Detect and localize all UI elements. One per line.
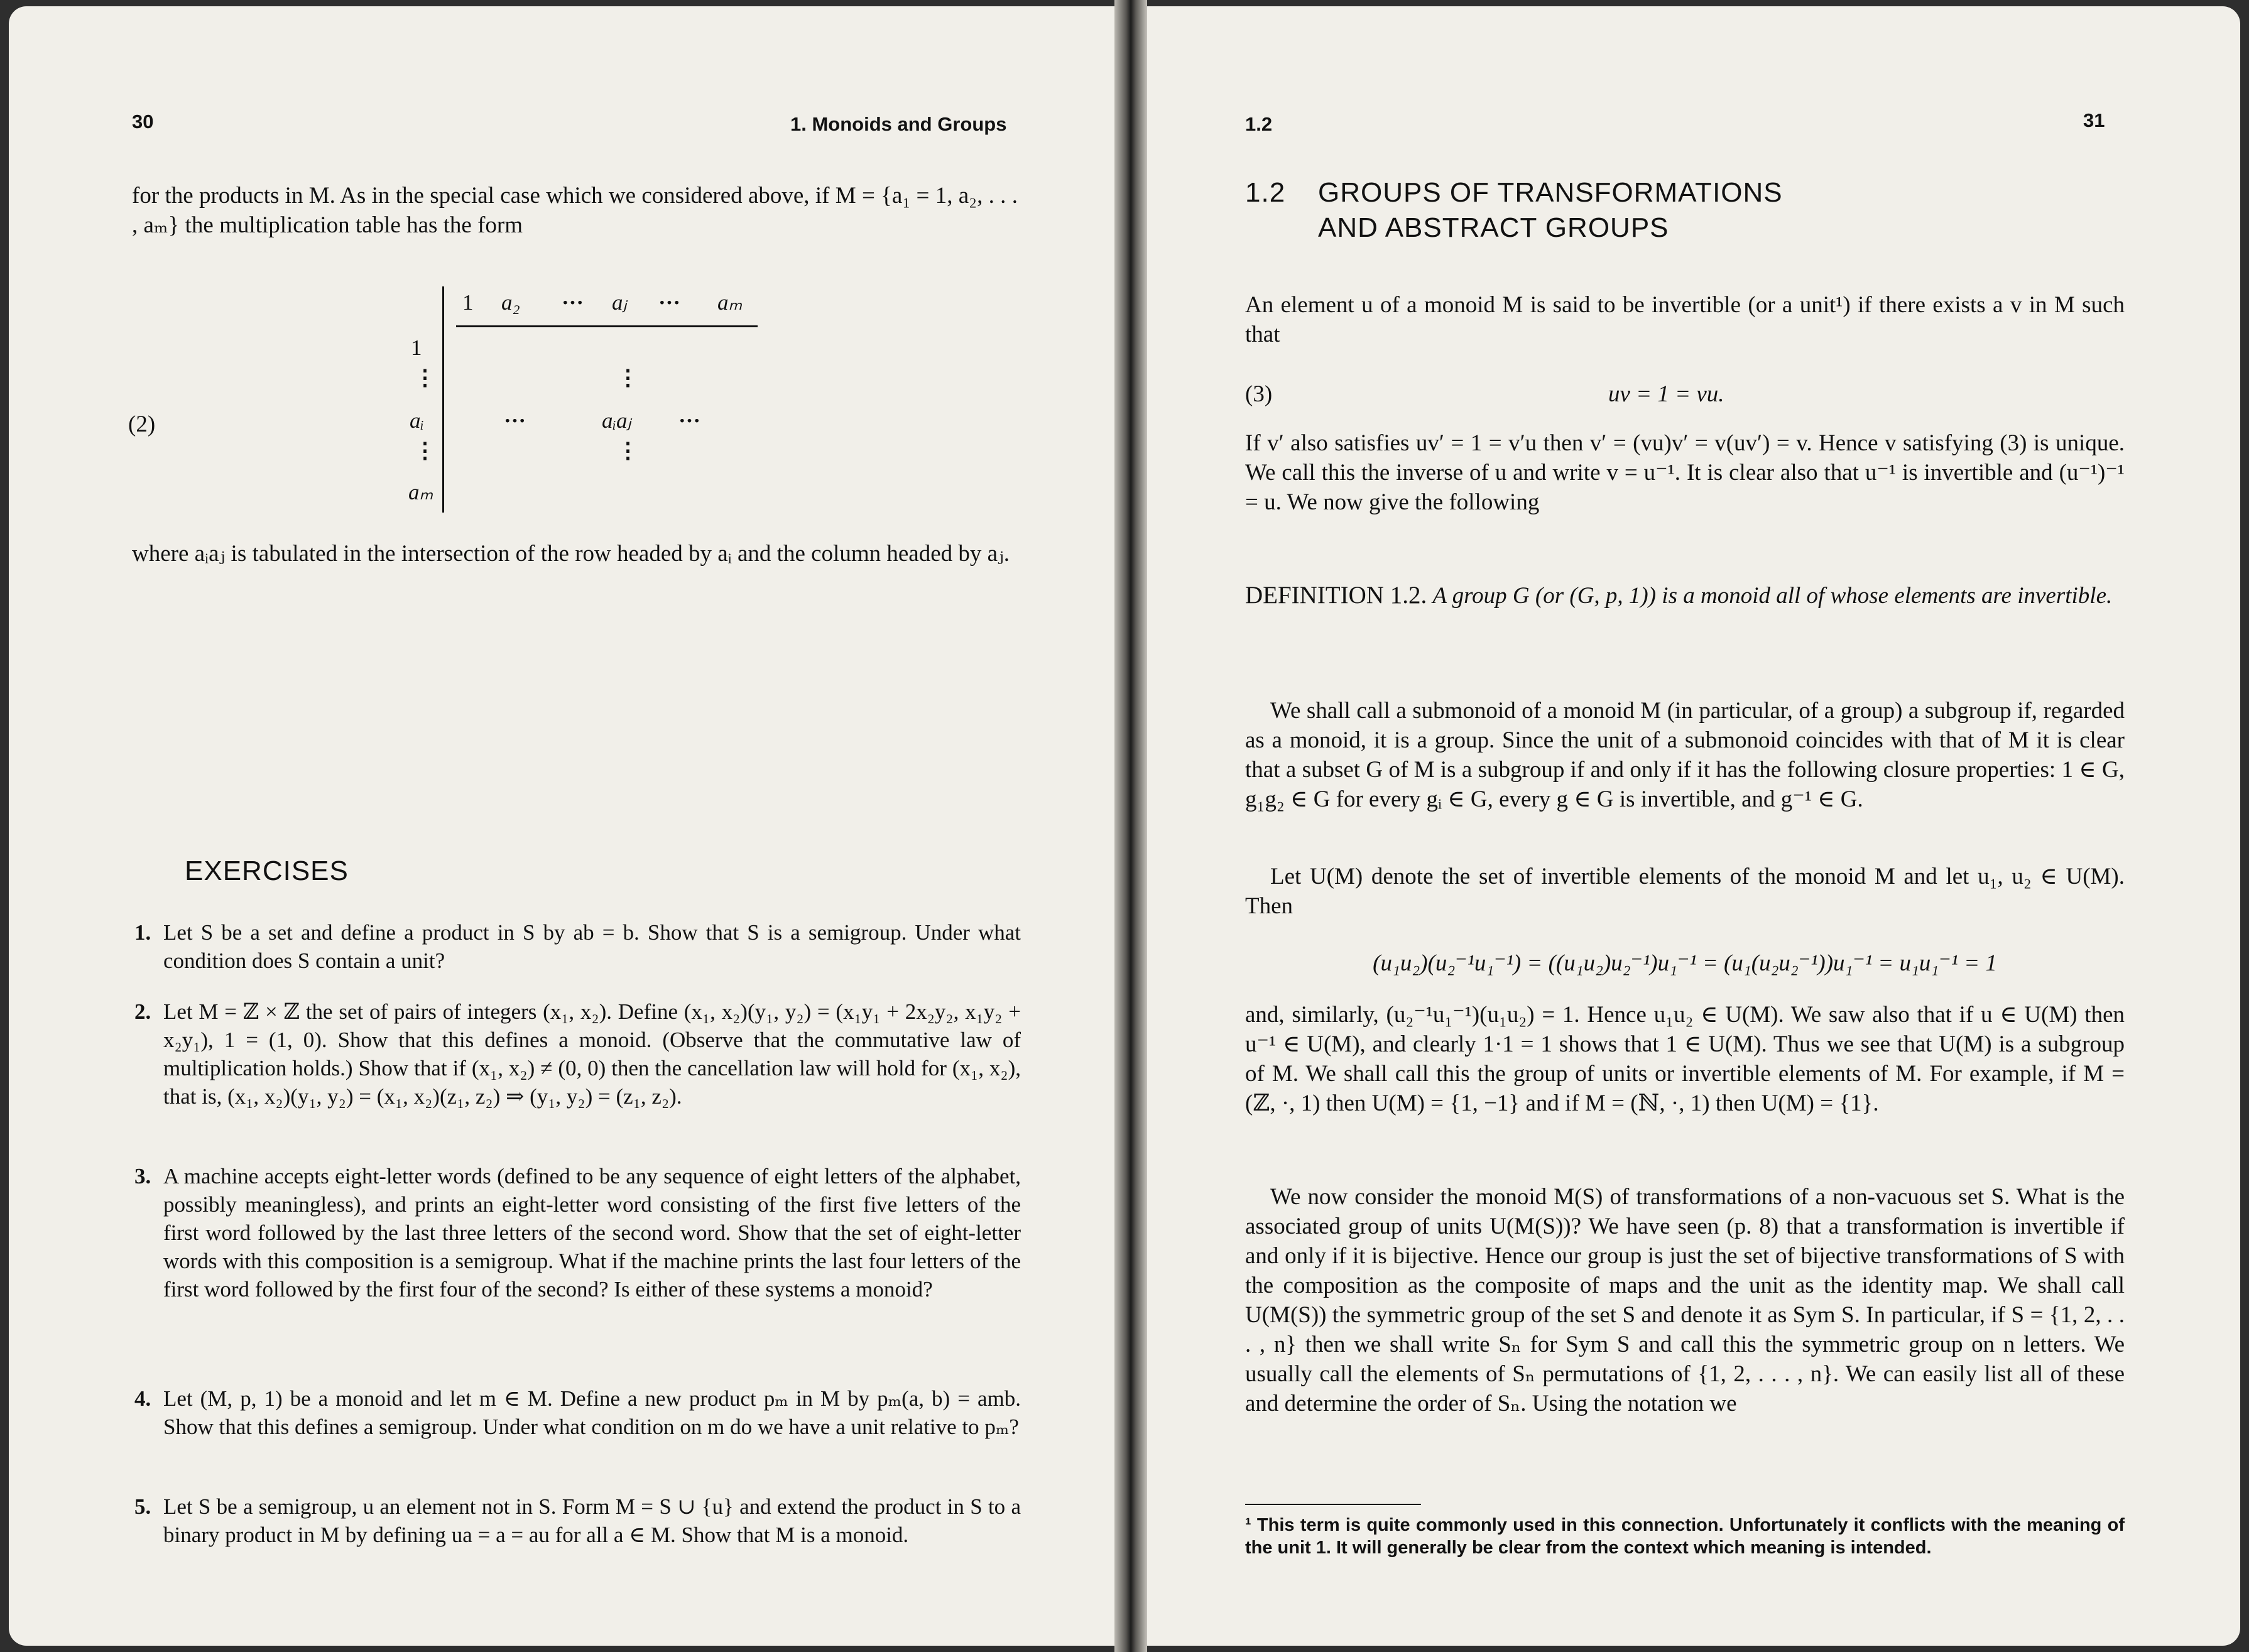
exercise-number: 1. bbox=[134, 920, 151, 945]
exercise-number: 3. bbox=[134, 1164, 151, 1188]
equation-number: (2) bbox=[128, 411, 156, 437]
table-entry: aᵢaⱼ bbox=[602, 408, 631, 433]
exercise-text: Let S be a set and define a product in S by ab = b. Show that S is a semigroup. Under what condition does S contain a unit? bbox=[163, 920, 1021, 973]
row-label: ⋮ bbox=[414, 438, 436, 463]
exercise-item bbox=[134, 997, 1021, 1111]
header-cell: a₂ bbox=[501, 290, 520, 315]
row-label: aₘ bbox=[408, 480, 433, 504]
definition-text: A group G (or (G, p, 1)) is a monoid all of whose elements are invertible. bbox=[1432, 583, 2113, 609]
after-table-paragraph: where aᵢaⱼ is tabulated in the intersection of the row headed by aᵢ and the column headed by aⱼ. bbox=[132, 541, 1010, 567]
header-cell: ··· bbox=[658, 290, 681, 315]
intro-paragraph: for the products in M. As in the special case which we considered above, if M = {a₁ = 1, a₂, . . . , aₘ} the multiplication table has the form bbox=[132, 183, 1018, 238]
column-vdots: ⋮ bbox=[617, 366, 639, 390]
exercise-text: Let M = ℤ × ℤ the set of pairs of integers (x₁, x₂). Define (x₁, x₂)(y₁, y₂) = (x₁y₁ + 2x₂y₂, x₁y₂ + x₂y₁), 1 = (1, 0). Show that this defines a monoid. (Observe that the commutative law of multiplication holds.) Show that if (x₁, x₂) ≠ (0, 0) then the cancellation law will hold for (x₁, x₂), that is, (x₁, x₂)(y₁, y₂) = (x₁, x₂)(z₁, z₂) ⇒ (y₁, y₂) = (z₁, z₂). bbox=[163, 999, 1021, 1109]
page-number: 30 bbox=[132, 111, 154, 133]
section-title-line1: GROUPS OF TRANSFORMATIONS bbox=[1318, 177, 1783, 208]
page-number: 31 bbox=[2083, 109, 2105, 131]
row-label: aᵢ bbox=[410, 408, 425, 433]
paragraph-subgroup: We shall call a submonoid of a monoid M (in particular, of a group) a subgroup if, regarded as a monoid, it is a group. Since the unit of a submonoid coincides with that of M it is clear that a subset G of M is a subgroup if and only if it has the following closure properties: 1 ∈ G, g₁g₂ ∈ G for every gᵢ ∈ G, every g ∈ G is invertible, and g⁻¹ ∈ G. bbox=[1245, 698, 2125, 812]
section-label: 1.2 bbox=[1245, 113, 1273, 135]
definition-label: DEFINITION 1.2. bbox=[1245, 582, 1427, 609]
exercise-item bbox=[134, 1162, 1021, 1303]
header-cell: ··· bbox=[562, 290, 584, 315]
exercise-text: A machine accepts eight-letter words (defined to be any sequence of eight letters of the alphabet, possibly meaningless), and prints an eight-letter word consisting of the first five letters of the first word followed by the last three letters of the second word. Show that the set of eight-letter words with this composition is a semigroup. What if the machine prints the last four letters of the first word followed by the first four of the second? Is either of these systems a monoid? bbox=[163, 1164, 1021, 1301]
right-page bbox=[1147, 6, 2240, 1646]
exercise-text: Let S be a semigroup, u an element not in S. Form M = S ∪ {u} and extend the product in S to a binary product in M by defining ua = a = au for all a ∈ M. Show that M is a monoid. bbox=[163, 1494, 1021, 1547]
footnote: ¹ This term is quite commonly used in this connection. Unfortunately it conflicts with the meaning of the unit 1. It will generally be clear from the context which meaning is intended. bbox=[1245, 1515, 2125, 1558]
table-vertical-rule bbox=[442, 286, 444, 513]
book-gutter bbox=[1114, 0, 1147, 1652]
equation-number: (3) bbox=[1245, 381, 1273, 407]
multiplication-table bbox=[9, 6, 1114, 572]
section-number: 1.2 bbox=[1245, 177, 1286, 208]
header-cell: 1 bbox=[462, 290, 474, 315]
exercise-number: 2. bbox=[134, 999, 151, 1024]
row-dots: ··· bbox=[678, 408, 701, 433]
display-equation: (u₁u₂)(u₂⁻¹u₁⁻¹) = ((u₁u₂)u₂⁻¹)u₁⁻¹ = (u₁(u₂u₂⁻¹))u₁⁻¹ = u₁u₁⁻¹ = 1 bbox=[1373, 950, 1997, 976]
header-cell: aₘ bbox=[717, 290, 743, 315]
row-label: 1 bbox=[411, 335, 422, 360]
paragraph-units: Let U(M) denote the set of invertible elements of the monoid M and let u₁, u₂ ∈ U(M). Then bbox=[1245, 864, 2125, 919]
exercise-item bbox=[134, 918, 1021, 975]
paragraph-inverse: If v′ also satisfies uv′ = 1 = v′u then v′ = (vu)v′ = v(uv′) = v. Hence v satisfying (3) is unique. We call this the inverse of u and write v = u⁻¹. It is clear also that u⁻¹ is invertible and (u⁻¹)⁻¹ = u. We now give the following bbox=[1245, 430, 2125, 515]
header-cell: aⱼ bbox=[612, 290, 627, 315]
paragraph-symmetric-group: We now consider the monoid M(S) of transformations of a non-vacuous set S. What is the associated group of units U(M(S))? We have seen (p. 8) that a transformation is invertible if and only if it is bijective. Hence our group is just the set of bijective transformations of S with the composition as the composite of maps and the unit as the identity map. We shall call U(M(S)) the symmetric group of the set S and denote it as Sym S. In particular, if S = {1, 2, . . . , n} then we shall write Sₙ for Sym S and call this the symmetric group on n letters. We usually call the elements of Sₙ permutations of {1, 2, . . . , n}. We can easily list all of these and determine the order of Sₙ. Using the notation we bbox=[1245, 1184, 2125, 1416]
table-horizontal-rule bbox=[456, 325, 758, 327]
equation-3: uv = 1 = vu. bbox=[1608, 381, 1724, 407]
exercise-item bbox=[134, 1384, 1021, 1441]
exercise-text: Let (M, p, 1) be a monoid and let m ∈ M. Define a new product pₘ in M by pₘ(a, b) = amb. Show that this defines a semigroup. Under what condition on m do we have a unit relative to pₘ? bbox=[163, 1386, 1021, 1439]
running-head: 1. Monoids and Groups bbox=[790, 113, 1007, 135]
exercises-heading: EXERCISES bbox=[185, 856, 349, 886]
exercise-number: 4. bbox=[134, 1386, 151, 1411]
definition-block bbox=[1245, 580, 2125, 611]
row-dots: ··· bbox=[504, 408, 526, 433]
exercise-item bbox=[134, 1492, 1021, 1549]
row-label: ⋮ bbox=[414, 366, 436, 390]
column-vdots: ⋮ bbox=[617, 438, 639, 463]
section-title-line2: AND ABSTRACT GROUPS bbox=[1318, 212, 1669, 243]
footnote-rule bbox=[1245, 1504, 1421, 1505]
paragraph-invertible: An element u of a monoid M is said to be invertible (or a unit¹) if there exists a v in M such that bbox=[1245, 292, 2125, 347]
paragraph-group-of-units: and, similarly, (u₂⁻¹u₁⁻¹)(u₁u₂) = 1. Hence u₁u₂ ∈ U(M). We saw also that if u ∈ U(M) then u⁻¹ ∈ U(M), and clearly 1·1 = 1 shows that 1 ∈ U(M). Thus we see that U(M) is a subgroup of M. We shall call this the group of units or invertible elements of M. For example, if M = (ℤ, ·, 1) then U(M) = {1, −1} and if M = (ℕ, ·, 1) then U(M) = {1}. bbox=[1245, 1002, 2125, 1116]
left-page bbox=[9, 6, 1114, 1646]
exercise-number: 5. bbox=[134, 1494, 151, 1519]
